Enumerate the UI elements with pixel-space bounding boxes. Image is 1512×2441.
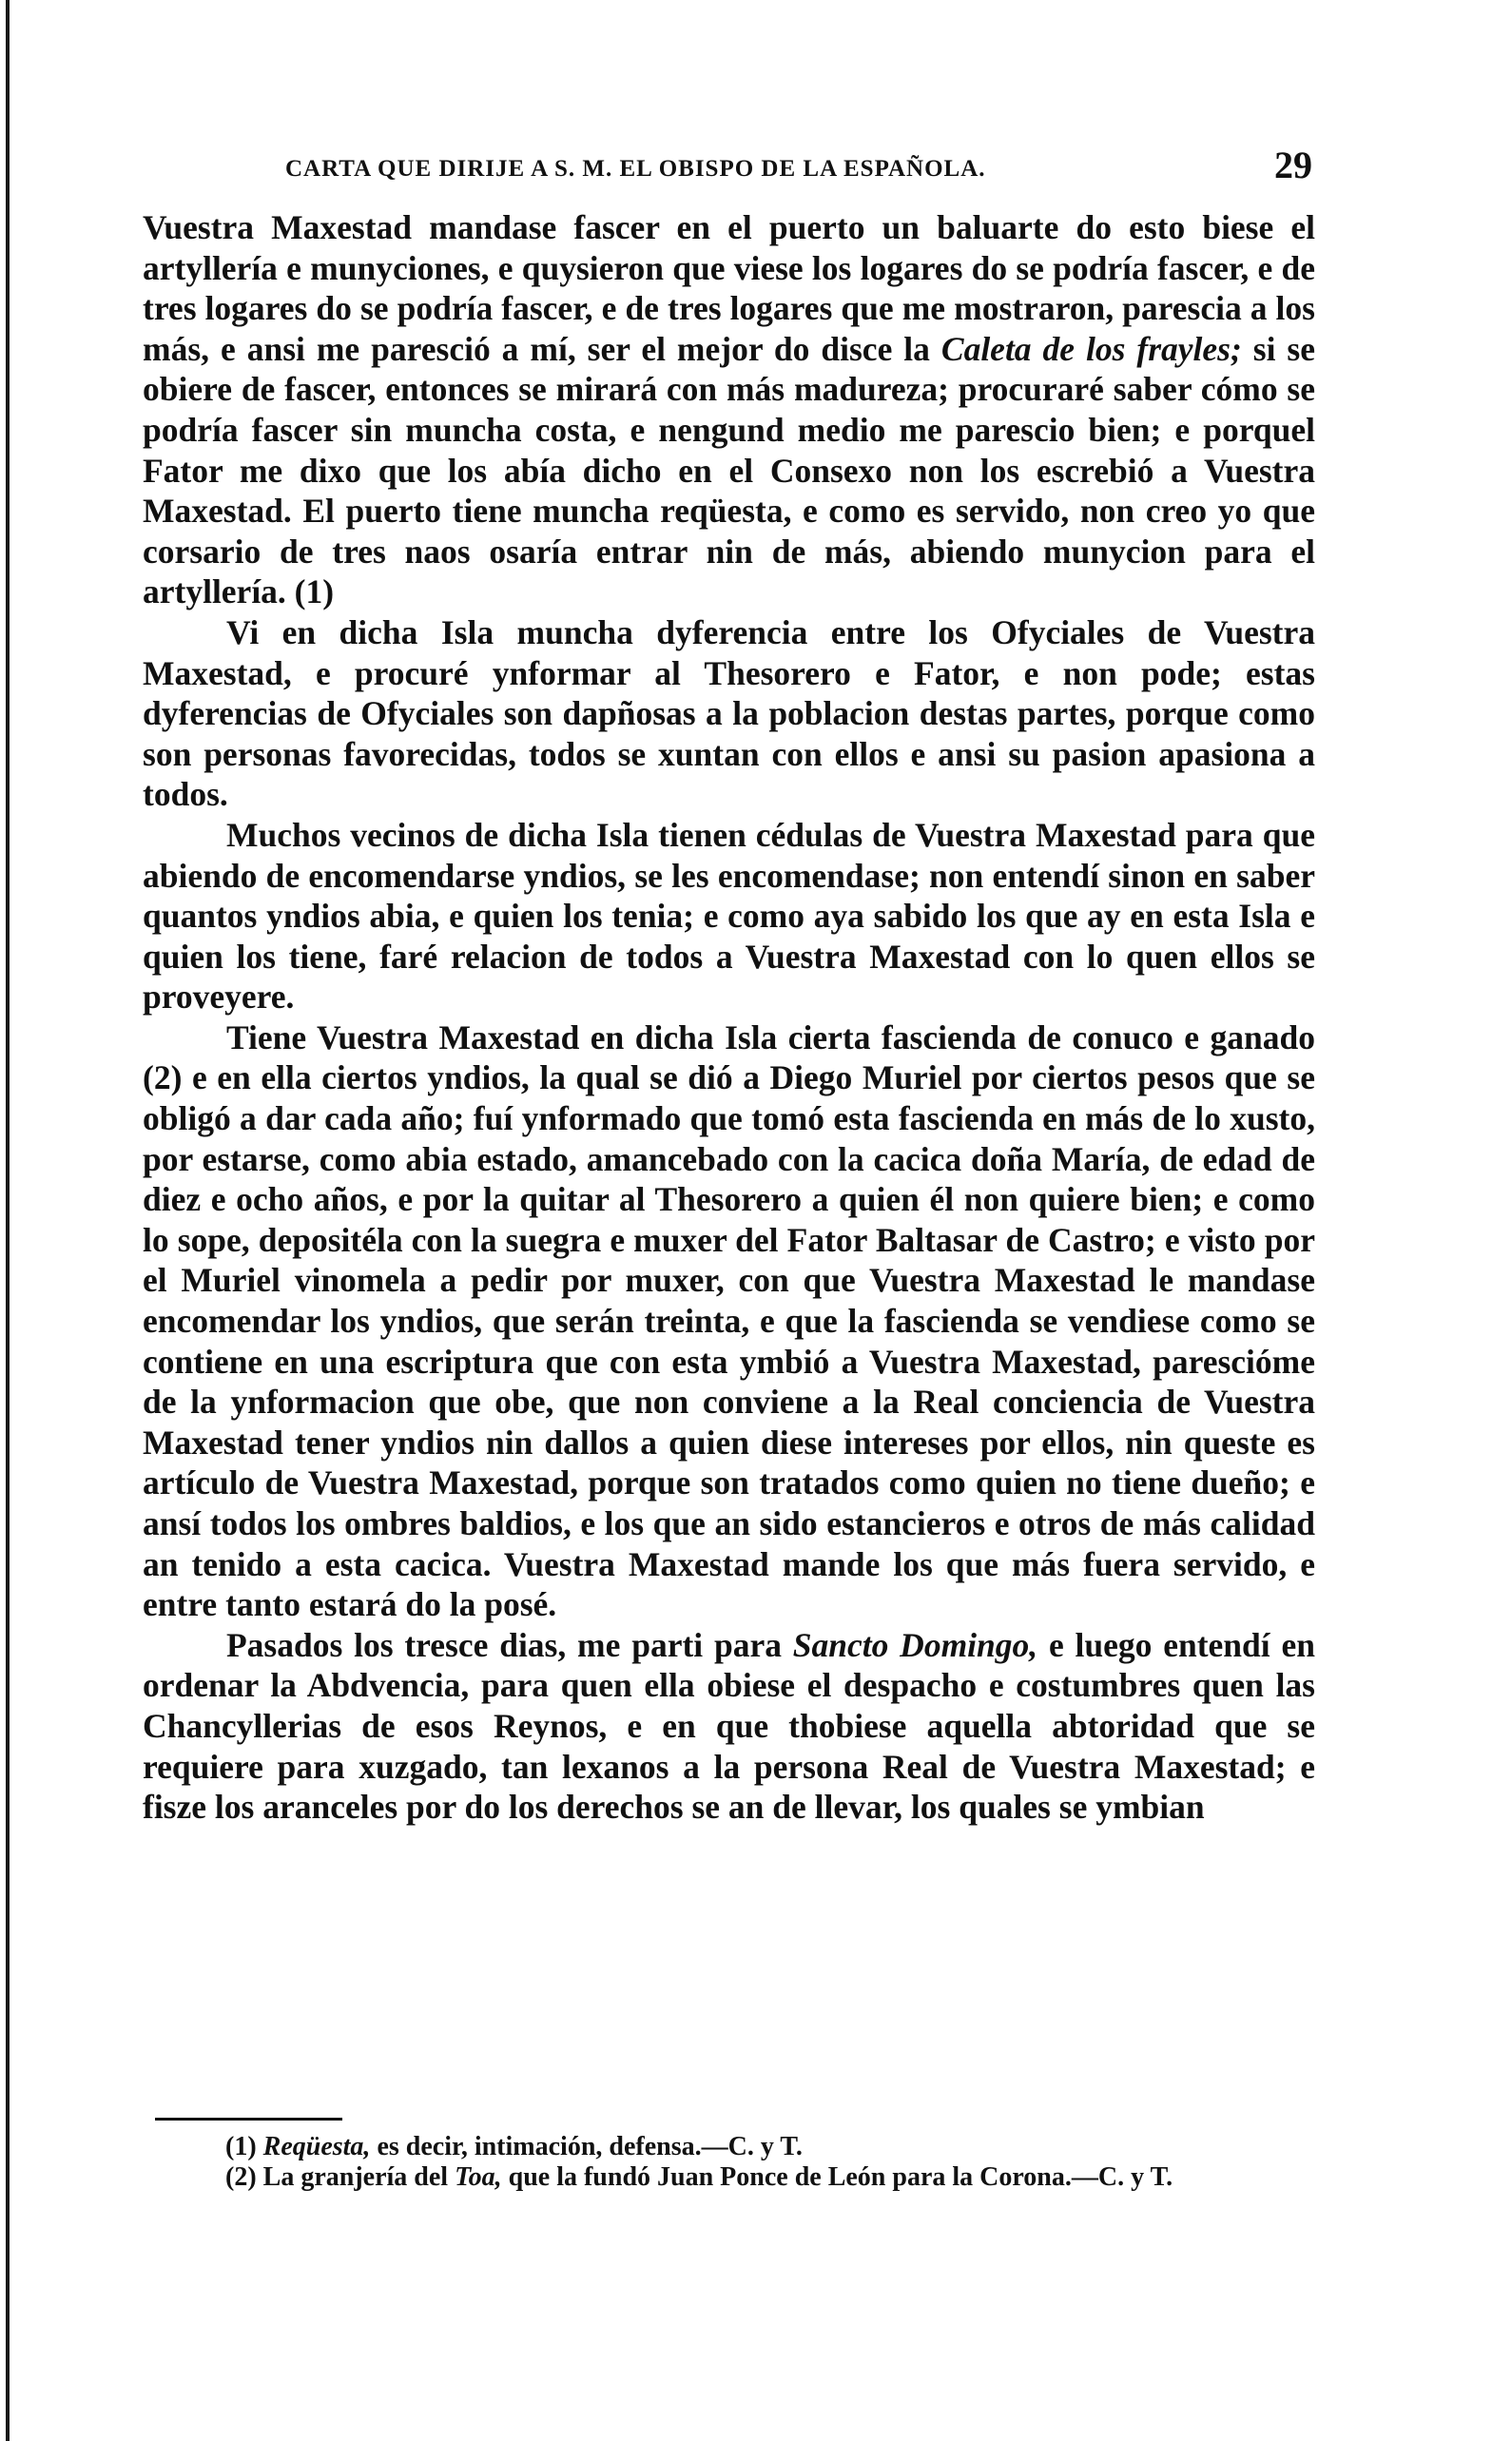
- place-name-caleta: Caleta de los frayles;: [940, 329, 1242, 368]
- paragraph-1: [143, 207, 1315, 612]
- footnote-2: [157, 2162, 1315, 2193]
- place-name-santo-domingo: Sancto Domingo,: [792, 1625, 1038, 1664]
- paragraph-5: [143, 1625, 1315, 1828]
- footnote-divider: [155, 2118, 342, 2121]
- running-head: CARTA QUE DIRIJE A S. M. EL OBISPO DE LA ESPAÑOLA.: [285, 156, 986, 182]
- footnote-2-number: (2): [225, 2162, 257, 2192]
- footnote-2-text-b: que la fundó Juan Ponce de León para la Corona.—C. y T.: [501, 2162, 1173, 2192]
- paragraph-1-text-c: si se obiere de fascer, entonces se mirará con más madureza; procuraré saber cómo se podría fascer sin muncha costa, e nengund medio me parescio bien; e porquel Fator me dixo que los abía dicho en el Consexo non los escrebió a Vuestra Maxestad. El puerto tiene muncha reqüesta, e como es servido, non creo yo que corsario de tres naos osaría entrar nin de más, abiendo munycion para el artyllería. (1): [143, 329, 1316, 611]
- page-number: 29: [1274, 144, 1312, 186]
- paragraph-4: Tiene Vuestra Maxestad en dicha Isla cierta fascienda de conuco e ganado (2) e en ella ciertos yndios, la qual se dió a Diego Muriel por ciertos pesos que se obligó a dar cada año; fuí ynformado que tomó esta fascienda en más de lo xusto, por estarse, como abia estado, amancebado con la cacica doña María, de edad de diez e ocho años, e por la quitar al Thesorero a quien él non quiere bien; e como lo sope, depositéla con la suegra e muxer del Fator Baltasar de Castro; e visto por el Muriel vinomela a pedir por muxer, con que Vuestra Maxestad le mandase encomendar los yndios, que serán treinta, e que la fascienda se vendiese como se contiene en una escriptura que con esta ymbió a Vuestra Maxestad, parescióme de la ynformacion que obe, que non conviene a la Real conciencia de Vuestra Maxestad tener yndios nin dallos a quien diese intereses por ellos, nin queste es artículo de Vuestra Maxestad, porque son tratados como quien no tiene dueño; e ansí todos los ombres baldios, e los que an sido estancieros e otros de más calidad an tenido a esta cacica. Vuestra Maxestad mande los que más fuera servido, e entre tanto estará do la posé.: [143, 1017, 1315, 1624]
- footnote-1-number: (1): [225, 2132, 257, 2161]
- main-text: [143, 207, 1315, 1828]
- footnote-2-text-a: La granjería del: [256, 2162, 456, 2192]
- footnote-1-text: es decir, intimación, defensa.—C. y T.: [370, 2132, 803, 2161]
- footnotes: [157, 2132, 1315, 2193]
- paragraph-1-text-a: Vuestra Maxestad mandase fascer en el puerto un baluarte do esto biese el artyllería e munyciones, e quysieron que viese los logares do se podría fascer, e de tres logares do se podría fascer, e de tres logares que me mostraron, parescia a los más, e ansi me paresció a mí, ser el mejor do disce la: [143, 208, 1315, 368]
- page-header: [143, 143, 1312, 190]
- paragraph-5-text-c: e luego entendí en ordenar la Abdvencia, para quen ella obiese el despacho e costumbres quen las Chancyllerias de esos Reynos, e en que thobiese aquella abtoridad que se requiere para xuzgado, tan lexanos a la persona Real de Vuestra Maxestad; e fisze los aranceles por do los derechos se an de llevar, los quales se ymbian: [143, 1625, 1315, 1827]
- paragraph-5-text-a: Pasados los tresce dias, me parti para: [226, 1625, 793, 1664]
- footnote-2-term: Toa,: [455, 2162, 502, 2192]
- paragraph-3: Muchos vecinos de dicha Isla tienen cédulas de Vuestra Maxestad para que abiendo de encomendarse yndios, se les encomendase; non entendí sinon en saber quantos yndios abia, e quien los tenia; e como aya sabido los que ay en esta Isla e quien los tiene, faré relacion de todos a Vuestra Maxestad con lo quen ellos se proveyere.: [143, 815, 1315, 1017]
- footnote-1: [157, 2132, 1315, 2162]
- footnote-1-term: Reqüesta,: [262, 2132, 371, 2161]
- paragraph-2: Vi en dicha Isla muncha dyferencia entre los Ofyciales de Vuestra Maxestad, e procuré ynformar al Thesorero e Fator, e non pode; estas dyferencias de Ofyciales son dapñosas a la poblacion destas partes, porque como son personas favorecidas, todos se xuntan con ellos e ansi su pasion apasiona a todos.: [143, 612, 1315, 814]
- page-edge-rule: [6, 0, 10, 2441]
